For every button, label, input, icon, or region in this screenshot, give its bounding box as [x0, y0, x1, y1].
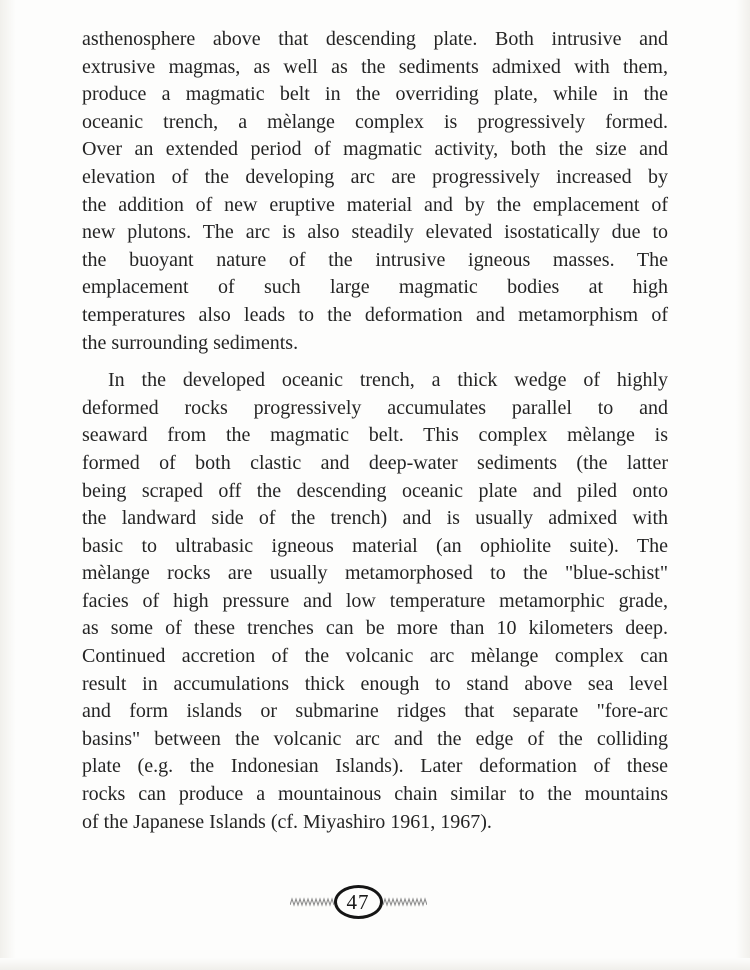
text-line: oceanic trench, a mèlange complex is progressively formed.	[82, 110, 668, 133]
text-line: new plutons. The arc is also steadily elevated isostatically due to	[82, 221, 668, 244]
text-line: basic to ultrabasic igneous material (an ophiolite suite). The	[82, 534, 668, 557]
text-line: and form islands or submarine ridges that separate "fore-arc	[82, 700, 668, 723]
page-number-oval	[334, 885, 383, 919]
scan-edge-left	[0, 0, 16, 970]
text-line: facies of high pressure and low temperature metamorphic grade,	[82, 589, 668, 612]
text-line: emplacement of such large magmatic bodies at high	[82, 276, 668, 299]
paragraph-1	[82, 26, 668, 357]
squiggle-ornament-right	[383, 897, 427, 907]
text-line: rocks can produce a mountainous chain similar to the mountains	[82, 783, 668, 806]
page-footer	[0, 884, 716, 920]
squiggle-path	[290, 899, 334, 905]
text-line: elevation of the developing arc are progressively increased by	[82, 165, 668, 188]
text-line: deformed rocks progressively accumulates parallel to and	[82, 396, 668, 419]
text-line: as some of these trenches can be more than 10 kilometers deep.	[82, 617, 668, 640]
text-line: asthenosphere above that descending plate. Both intrusive and	[82, 28, 668, 50]
text-line: In the developed oceanic trench, a thick wedge of highly	[108, 369, 668, 392]
page-number: 47	[346, 889, 370, 914]
text-line: seaward from the magmatic belt. This complex mèlange is	[82, 424, 668, 447]
text-line: mèlange rocks are usually metamorphosed to the "blue-schist"	[82, 562, 668, 585]
squiggle-ornament-left	[290, 897, 334, 907]
text-line: the buoyant nature of the intrusive igneous masses. The	[82, 248, 668, 271]
text-line: produce a magmatic belt in the overriding plate, while in the	[82, 83, 668, 106]
text-line: temperatures also leads to the deformation and metamorphism of	[82, 303, 668, 326]
text-line: formed of both clastic and deep-water sediments (the latter	[82, 451, 668, 474]
scan-edge-bottom	[0, 958, 750, 970]
text-line: basins" between the volcanic arc and the edge of the colliding	[82, 727, 668, 750]
squiggle-path	[383, 899, 427, 905]
text-line: the landward side of the trench) and is usually admixed with	[82, 507, 668, 530]
paragraph-2	[82, 367, 668, 836]
text-line: the addition of new eruptive material and by the emplacement of	[82, 193, 668, 216]
scan-edge-right	[736, 0, 750, 970]
text-line: extrusive magmas, as well as the sediments admixed with them,	[82, 55, 668, 78]
text-line: result in accumulations thick enough to stand above sea level	[82, 672, 668, 695]
text-line: being scraped off the descending oceanic plate and piled onto	[82, 479, 668, 502]
text-line: plate (e.g. the Indonesian Islands). Later deformation of these	[82, 755, 668, 778]
text-line: of the Japanese Islands (cf. Miyashiro 1961, 1967).	[82, 810, 492, 833]
text-line: Over an extended period of magmatic activity, both the size and	[82, 138, 668, 161]
text-line: Continued accretion of the volcanic arc mèlange complex can	[82, 645, 668, 668]
text-line: the surrounding sediments.	[82, 331, 299, 354]
text-block	[82, 26, 668, 836]
